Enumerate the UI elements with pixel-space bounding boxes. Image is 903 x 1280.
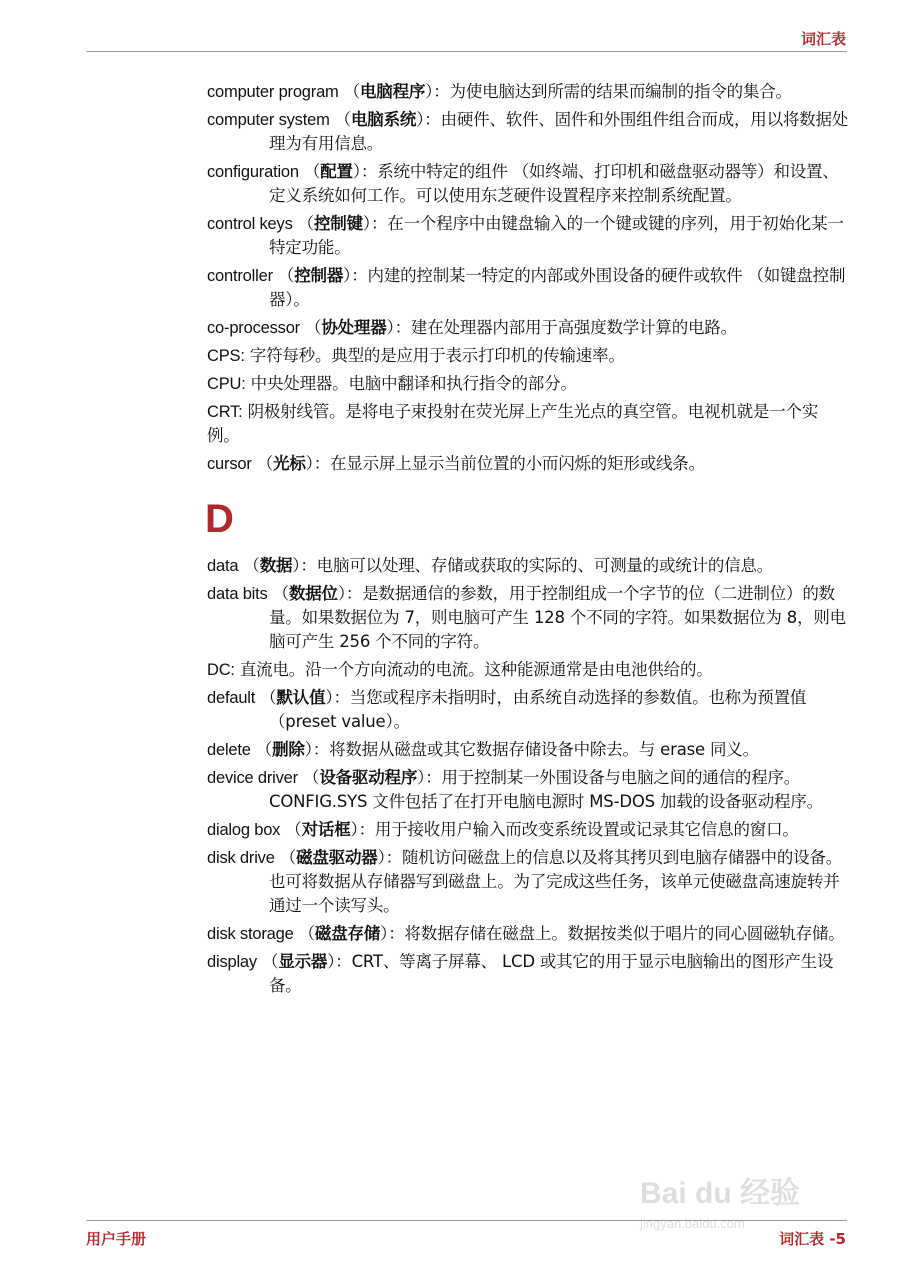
entry-definition: 阴极射线管。是将电子束投射在荧光屏上产生光点的真空管。电视机就是一个实例。 <box>207 402 819 445</box>
entry-chinese-term: 磁盘存储 <box>314 924 381 943</box>
entry-chinese-term: 控制键 <box>314 214 363 233</box>
entry-chinese-term: 数据位 <box>288 584 338 603</box>
entry-definition: CRT、等离子屏幕、 LCD 或其它的用于显示电脑输出的图形产生设备。 <box>269 952 834 995</box>
entry-definition: 电脑可以处理、存储或获取的实际的、可测量的或统计的信息。 <box>316 556 774 575</box>
glossary-entry: disk drive （磁盘驱动器）：随机访问磁盘上的信息以及将其拷贝到电脑存储器中的设备。也可将数据从存储器写到磁盘上。为了完成这些任务，该单元使磁盘高速旋转并通过一个读写头。 <box>207 848 843 915</box>
glossary-entry: configuration （配置）：系统中特定的组件 （如终端、打印机和磁盘驱动器等）和设置、定义系统如何工作。可以使用东芝硬件设置程序来控制系统配置。 <box>207 162 839 205</box>
entry-separator: ： <box>335 953 352 971</box>
entry-definition: 直流电。沿一个方向流动的电流。这种能源通常是由电池供给的。 <box>239 660 713 679</box>
entry-chinese-term: 设备驱动程序 <box>319 768 418 787</box>
entry-chinese-term: 控制器 <box>294 266 344 285</box>
entry-definition: 用于接收用户输入而改变系统设置或记录其它信息的窗口。 <box>374 820 799 839</box>
entry-chinese-term: 默认值 <box>276 688 326 707</box>
glossary-entry: computer system （电脑系统）：由硬件、软件、固件和外围组件组合而成，用以将数据处理为有用信息。 <box>207 110 849 153</box>
entry-term: disk drive <box>207 849 275 867</box>
entry-chinese-term: 数据 <box>259 556 293 575</box>
glossary-entry: computer program （电脑程序）：为使电脑达到所需的结果而编制的指令的集合。 <box>207 82 792 101</box>
entry-chinese-term: 协处理器 <box>321 318 387 337</box>
glossary-entry: display （显示器）：CRT、等离子屏幕、 LCD 或其它的用于显示电脑输出的图形产生设备。 <box>207 952 834 995</box>
glossary-entry: co-processor （协处理器）：建在处理器内部用于高强度数学计算的电路。 <box>207 318 737 337</box>
entry-term: DC: <box>207 661 235 679</box>
entry-separator: ： <box>345 585 363 603</box>
entry-separator: ： <box>433 83 450 101</box>
glossary-entry <box>207 658 849 682</box>
entry-definition: 随机访问磁盘上的信息以及将其拷贝到电脑存储器中的设备。也可将数据从存储器写到磁盘上。为了完成这些任务，该单元使磁盘高速旋转并通过一个读写头。 <box>269 848 843 915</box>
entry-definition: 由硬件、软件、固件和外围组件组合而成，用以将数据处理为有用信息。 <box>269 110 849 153</box>
glossary-entry: data （数据）：电脑可以处理、存储或获取的实际的、可测量的或统计的信息。 <box>207 556 774 575</box>
entry-term: computer program <box>207 83 339 101</box>
entry-separator: ： <box>358 821 375 839</box>
entry-chinese-term: 显示器 <box>278 952 328 971</box>
glossary-entry <box>207 344 849 368</box>
entry-separator: ： <box>313 455 330 473</box>
glossary-entry <box>207 400 849 448</box>
glossary-entry <box>207 372 849 396</box>
entry-chinese-term: 磁盘驱动器 <box>296 848 378 867</box>
entry-term: co-processor <box>207 319 300 337</box>
entry-separator: ： <box>333 689 350 707</box>
entry-chinese-term: 电脑系统 <box>350 110 417 129</box>
running-header-title: 词汇表 <box>800 30 846 48</box>
entry-term: delete <box>207 741 251 759</box>
entry-term: CPS: <box>207 347 245 365</box>
watermark-url: jingyan.baidu.com <box>640 1216 745 1231</box>
glossary-list-d <box>207 554 849 998</box>
watermark-brand: Bai du 经验 <box>640 1177 801 1210</box>
glossary-entry: controller （控制器）：内建的控制某一特定的内部或外围设备的硬件或软件 （如键盘控制器）。 <box>207 266 846 309</box>
header-divider <box>86 51 847 52</box>
glossary-content <box>207 80 849 1002</box>
entry-term: device driver <box>207 769 298 787</box>
glossary-entry: device driver （设备驱动程序）：用于控制某一外围设备与电脑之间的通信的程序。CONFIG.SYS 文件包括了在打开电脑电源时 MS-DOS 加载的设备驱动程序。 <box>207 768 823 811</box>
entry-separator: ： <box>424 111 441 129</box>
baidu-watermark <box>640 1168 850 1248</box>
entry-definition: 系统中特定的组件 （如终端、打印机和磁盘驱动器等）和设置、定义系统如何工作。可以使用东芝硬件设置程序来控制系统配置。 <box>269 162 839 205</box>
section-letter-d: D <box>205 497 234 541</box>
entry-term: CPU: <box>207 375 246 393</box>
entry-chinese-term: 配置 <box>320 162 353 181</box>
entry-definition: 中央处理器。电脑中翻译和执行指令的部分。 <box>250 374 577 393</box>
entry-definition: 在一个程序中由键盘输入的一个键或键的序列，用于初始化某一特定功能。 <box>269 214 844 257</box>
glossary-entry: cursor （光标）：在显示屏上显示当前位置的小而闪烁的矩形或线条。 <box>207 454 705 473</box>
entry-separator: ： <box>370 215 388 233</box>
entry-separator: ： <box>312 741 330 759</box>
entry-term: cursor <box>207 455 252 473</box>
entry-definition: 将数据从磁盘或其它数据存储设备中除去。与 erase 同义。 <box>329 740 759 759</box>
entry-definition: 用于控制某一外围设备与电脑之间的通信的程序。CONFIG.SYS 文件包括了在打开电脑电源时 MS-DOS 加载的设备驱动程序。 <box>269 768 823 811</box>
glossary-entry: data bits （数据位）：是数据通信的参数，用于控制组成一个字节的位（二进制位）的数量。如果数据位为 7，则电脑可产生 128 个不同的字符。如果数据位为 8，则电脑可产生 256 个不同的字符。 <box>207 584 846 651</box>
glossary-list-c <box>207 80 849 476</box>
entry-term: disk storage <box>207 925 294 943</box>
entry-chinese-term: 电脑程序 <box>359 82 426 101</box>
entry-term: dialog box <box>207 821 281 839</box>
entry-definition: 建在处理器内部用于高强度数学计算的电路。 <box>410 318 737 337</box>
entry-term: computer system <box>207 111 330 129</box>
footer-manual-title: 用户手册 <box>86 1230 147 1248</box>
entry-term: data <box>207 557 239 575</box>
entry-term: CRT: <box>207 403 243 421</box>
entry-definition: 是数据通信的参数，用于控制组成一个字节的位（二进制位）的数量。如果数据位为 7，则电脑可产生 128 个不同的字符。如果数据位为 8，则电脑可产生 256 个不同的字符。 <box>269 584 846 651</box>
entry-separator: ： <box>385 849 402 867</box>
entry-chinese-term: 光标 <box>273 454 306 473</box>
entry-definition: 当您或程序未指明时，由系统自动选择的参数值。也称为预置值 （preset value）。 <box>269 688 807 731</box>
glossary-entry: default （默认值）：当您或程序未指明时，由系统自动选择的参数值。也称为预置值 （preset value）。 <box>207 688 807 731</box>
entry-separator: ： <box>388 925 405 943</box>
entry-separator: ： <box>351 267 368 285</box>
glossary-entry: disk storage （磁盘存储）：将数据存储在磁盘上。数据按类似于唱片的同心圆磁轨存储。 <box>207 924 845 943</box>
entry-separator: ： <box>360 163 378 181</box>
entry-separator: ： <box>394 319 411 337</box>
glossary-entry: control keys （控制键）：在一个程序中由键盘输入的一个键或键的序列，用于初始化某一特定功能。 <box>207 214 844 257</box>
entry-definition: 内建的控制某一特定的内部或外围设备的硬件或软件 （如键盘控制器）。 <box>269 266 846 309</box>
glossary-entry: dialog box （对话框）：用于接收用户输入而改变系统设置或记录其它信息的窗口。 <box>207 820 799 839</box>
entry-definition: 为使电脑达到所需的结果而编制的指令的集合。 <box>449 82 792 101</box>
entry-separator: ： <box>300 557 317 575</box>
entry-term: control keys <box>207 215 293 233</box>
entry-term: controller <box>207 267 273 285</box>
entry-definition: 将数据存储在磁盘上。数据按类似于唱片的同心圆磁轨存储。 <box>404 924 845 943</box>
entry-term: data bits <box>207 585 268 603</box>
entry-chinese-term: 删除 <box>272 740 305 759</box>
entry-definition: 字符每秒。典型的是应用于表示打印机的传输速率。 <box>249 346 625 365</box>
entry-definition: 在显示屏上显示当前位置的小而闪烁的矩形或线条。 <box>330 454 705 473</box>
entry-term: configuration <box>207 163 299 181</box>
glossary-entry: delete （删除）：将数据从磁盘或其它数据存储设备中除去。与 erase 同义。 <box>207 740 759 759</box>
entry-chinese-term: 对话框 <box>301 820 351 839</box>
entry-term: default <box>207 689 256 707</box>
entry-separator: ： <box>425 769 442 787</box>
footer-page-number: 词汇表 -5 <box>779 1230 846 1248</box>
entry-term: display <box>207 953 257 971</box>
